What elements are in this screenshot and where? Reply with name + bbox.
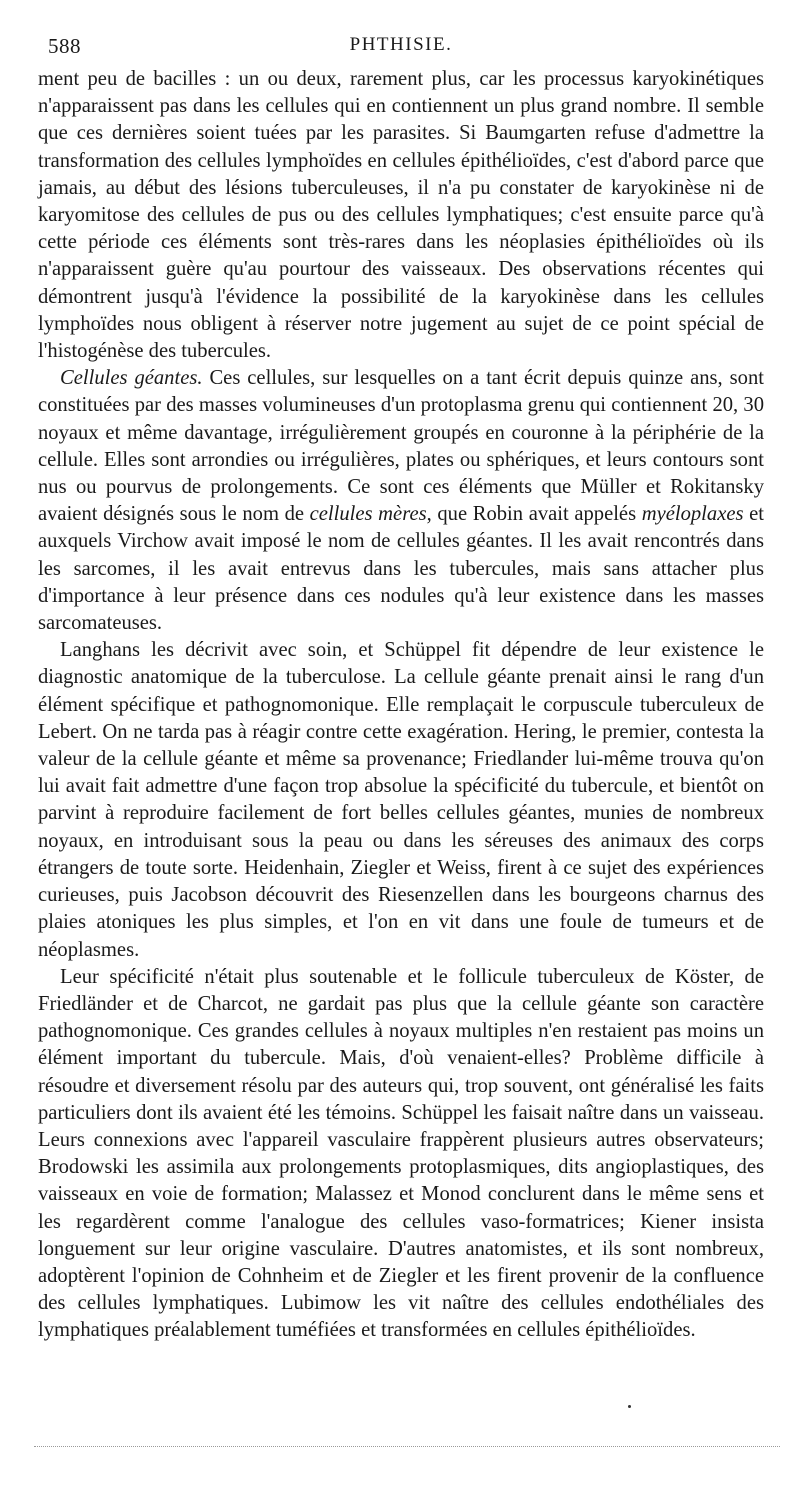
- page-number: 588: [48, 34, 81, 58]
- text-segment: , que Robin avait appelés: [426, 503, 642, 526]
- text-segment: Leur spécificité n'était plus soutenable et le follicule tuberculeux de Köster, de Friedländer et de Charcot, ne gardait pas plus que la cellule géante son caractère pathognomonique. Ces grandes cellules à noyaux multiples n'en restaient pas moins un élément important du tubercule. Mais, d'où venaient-elles? Problème difficile à résoudre et diversement résolu par des auteurs qui, trop souvent, ont généralisé les faits particuliers dont ils avaient été les témoins. Schüppel les faisait naître dans un vaisseau. Leurs connexions avec l'appareil vasculaire frappèrent plusieurs autres observateurs; Brodowski les assimila aux prolongements protoplasmiques, dits angioplastiques, des vaisseaux en voie de formation; Malassez et Monod conclurent dans le même sens et les regardèrent comme l'analogue des cellules vaso-formatrices; Kiener insista longuement sur leur origine vasculaire. D'autres anatomistes, et ils sont nombreux, adoptèrent l'opinion de Cohnheim et de Ziegler et les firent provenir de la confluence des cellules lymphatiques. Lubimow les vit naître des cellules endothéliales des lymphatiques préalablement tuméfiées et transformées en cellules épithélioïdes.: [38, 965, 764, 1342]
- running-title: PHTHISIE.: [349, 34, 453, 55]
- paragraph: [38, 66, 764, 365]
- italic-text: cellules mères: [309, 503, 427, 526]
- italic-text: myéloplaxes: [641, 503, 744, 526]
- italic-text: Cellules géantes.: [60, 367, 203, 390]
- paragraph: [38, 637, 764, 963]
- body-text: [38, 66, 764, 1345]
- paragraph: [38, 365, 764, 637]
- text-segment: Ces cellules, sur lesquelles on a tant écrit depuis quinze ans, sont constituées par des masses volumineuses d'un protoplasma grenu qui contiennent 20, 30 noyaux et même davantage, irrégulièrement groupés en couronne à la périphérie de la cellule. Elles sont arrondies ou irrégulières, plates ou sphériques, et leurs contours sont nus ou pourvus de prolongements. Ce sont ces éléments que Müller et Rokitansky avaient désignés sous le nom de: [38, 367, 764, 526]
- footer-rule: [34, 1446, 780, 1447]
- text-segment: et auxquels Virchow avait imposé le nom de cellules géantes. Il les avait rencontrés dans les sarcomes, il les avait entrevus dans les tubercules, mais sans attacher plus d'importance à leur présence dans ces nodules qu'à leur existence dans les masses sarcomateuses.: [38, 503, 764, 635]
- paragraph: [38, 964, 764, 1345]
- page-header: [38, 34, 764, 60]
- text-segment: ment peu de bacilles : un ou deux, rarement plus, car les processus karyokinétiques n'apparaissent pas dans les cellules qui en contiennent un plus grand nombre. Il semble que ces dernières soient tuées par les parasites. Si Baumgarten refuse d'admettre la transformation des cellules lymphoïdes en cellules épithélioïdes, c'est d'abord parce que jamais, au début des lésions tuberculeuses, il n'a pu constater de karyokinèse ni de karyomitose des cellules de pus ou des cellules lymphatiques; c'est ensuite parce qu'à cette période ces éléments sont très-rares dans les néoplasies épithélioïdes où ils n'apparaissent guère qu'au pourtour des vaisseaux. Des observations récentes qui démontrent jusqu'à l'évidence la possibilité de la karyokinèse dans les cellules lymphoïdes nous obligent à réserver notre jugement au sujet de ce point spécial de l'histogénèse des tubercules.: [38, 68, 764, 363]
- ink-speck: [628, 1405, 631, 1408]
- text-segment: Langhans les décrivit avec soin, et Schüppel fit dépendre de leur existence le diagnostic anatomique de la tuberculose. La cellule géante prenait ainsi le rang d'un élément spécifique et pathognomonique. Elle remplaçait le corpuscule tuberculeux de Lebert. On ne tarda pas à réagir contre cette exagération. Hering, le premier, contesta la valeur de la cellule géante et même sa provenance; Friedlander lui-même trouva qu'on lui avait fait admettre d'une façon trop absolue la spécificité du tubercule, et bientôt on parvint à reproduire facilement de fort belles cellules géantes, munies de nombreux noyaux, en introduisant sous la peau ou dans les séreuses des animaux des corps étrangers de toute sorte. Heidenhain, Ziegler et Weiss, firent à ce sujet des expériences curieuses, puis Jacobson découvrit des Riesenzellen dans les bourgeons charnus des plaies atoniques les plus simples, et l'on en vit dans une foule de tumeurs et de néoplasmes.: [38, 639, 764, 961]
